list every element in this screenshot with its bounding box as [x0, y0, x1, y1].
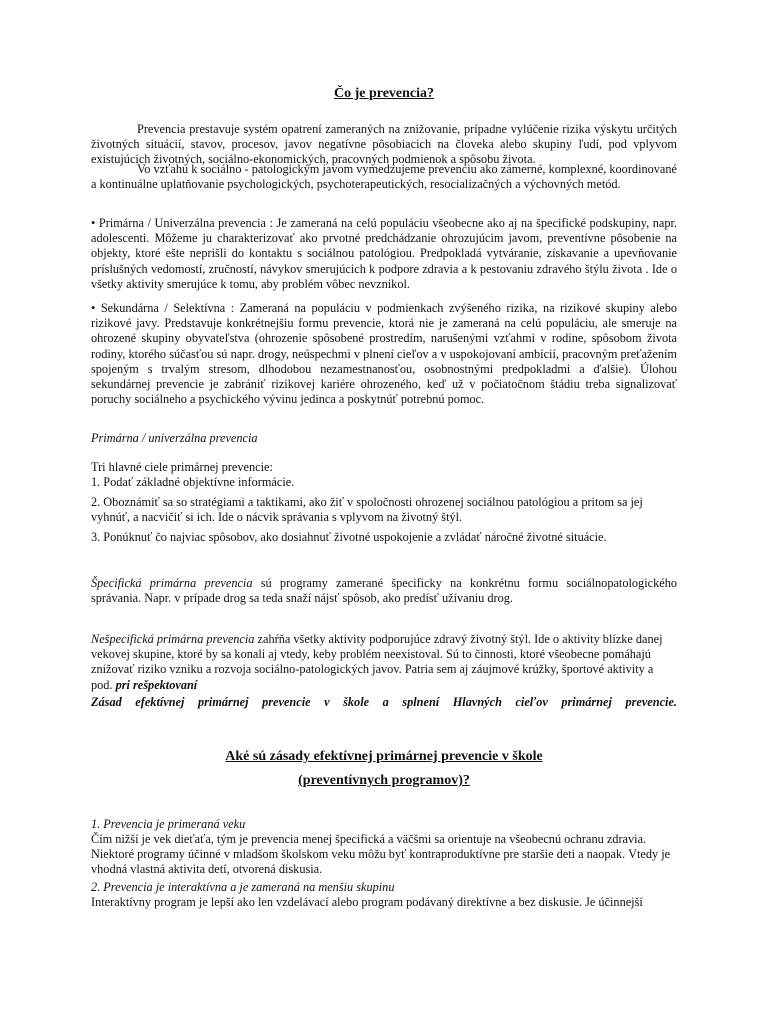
- goal-1: 1. Podať základné objektívne informácie.: [91, 475, 295, 489]
- nonspecific-prevention-paragraph: [91, 632, 677, 693]
- goals-intro: Tri hlavné ciele primárnej prevencie:: [91, 460, 273, 474]
- nonspecific-term: Nešpecifická primárna prevencia: [91, 632, 255, 646]
- intro-paragraph-1: Prevencia prestavuje systém opatrení zameraných na znižovanie, prípadne vylúčenie rizika výskytu určitých životných situácií, stavov, procesov, javov negatívne pôsobiacich na človeka alebo skupiny ľudí, pod vplyvom existujúcich životných, sociálno-ekonomických, pracovných podmienok a spôsobu života.: [91, 122, 677, 167]
- primary-prevention-paragraph: • Primárna / Univerzálna prevencia : Je zameraná na celú populáciu všeobecne ako aj na špecifické podskupiny, napr. adolescenti. Môžeme ju charakterizovať ako prvotné predchádzanie ohrozujúcim javom, preventívne pôsobenie na objekty, ktoré ešte neprišli do kontaktu s sociálnou patológiou. Predpokladá vytváranie, získavanie a upevňovanie príslušných vedomostí, zručností, návykov smerujúcich k podpore zdravia a k pestovaniu zdravého štýlu života . Ide o všetky aktivity smerujúce k tomu, aby problém vôbec nevznikol.: [91, 216, 677, 291]
- principles-line: Zásad efektívnej primárnej prevencie v škole a splnení Hlavných cieľov primárnej prevencie.: [91, 695, 677, 709]
- nonspecific-text: zahŕňa všetky aktivity podporujúce zdravý životný štýl. Ide o aktivity blízke danej vekovej skupine, ktoré by sa konali aj vtedy, keby problém neexistoval. Sú to činnosti, ktoré všeobecne pomáhajú znižovať riziko vzniku a rozvoja sociálno-patologických javov. Patria sem aj záujmové krúžky, športové aktivity a pod.: [91, 632, 663, 692]
- primary-subheading: Primárna / univerzálna prevencia: [91, 431, 258, 445]
- specific-prevention-paragraph: [91, 576, 677, 606]
- principle-2-title: 2. Prevencia je interaktívna a je zameraná na menšiu skupinu: [91, 880, 395, 894]
- specific-term: Špecifická primárna prevencia: [91, 576, 253, 590]
- page-title: Čo je prevencia?: [333, 86, 435, 101]
- principle-2-text: Interaktívny program je lepší ako len vzdelávací alebo program podávaný direktívne a bez diskusie. Je účinnejší: [91, 895, 643, 909]
- nonspecific-tail: pri rešpektovaní: [115, 677, 198, 692]
- principle-1-title: 1. Prevencia je primeraná veku: [91, 817, 246, 831]
- section-heading-line-1: Aké sú zásady efektívnej primárnej prevencie v škole: [225, 749, 543, 764]
- goal-2: 2. Oboznámiť sa so stratégiami a taktikami, ako žiť v spoločnosti ohrozenej sociálnou patológiou a pritom sa jej vyhnúť, a nacvičiť si ich. Ide o nácvik správania s vplyvom na životný štýl.: [91, 495, 643, 525]
- goal-3: 3. Ponúknuť čo najviac spôsobov, ako dosiahnuť životné uspokojenie a zvládať náročné životné situácie.: [91, 530, 607, 544]
- principle-1-text: Čím nižší je vek dieťaťa, tým je prevencia menej špecifická a väčšmi sa orientuje na všeobecnú ochranu zdravia. Niektoré programy účinné v mladšom školskom veku môžu byť kontraproduktívne pre staršie deti a naopak. Vtedy je vhodná vlastná aktivita detí, otvorená diskusia.: [91, 832, 671, 877]
- specific-text: sú programy zamerané špecificky na konkrétnu formu sociálnopatologického správania. Napr. v prípade drog sa teda snaží nájsť spôsob, ako predísť užívaniu drog.: [91, 576, 677, 606]
- intro-paragraph-2: Vo vzťahu k sociálno - patologickým javom vymedzujeme prevenciu ako zámerné, komplexné, koordinované a kontinuálne uplatňovanie psychologických, psychoterapeutických, resocializačných a výchovných metód.: [91, 162, 677, 192]
- section-heading-line-2: (preventívnych programov)?: [298, 773, 470, 788]
- secondary-prevention-paragraph: • Sekundárna / Selektívna : Zameraná na populáciu v podmienkach zvýšeného rizika, na rizikové skupiny alebo rizikové javy. Predstavuje konkrétnejšiu formu prevencie, ktorá nie je zameraná na celú populáciu, ale smeruje na ohrozené skupiny obyvateľstva (ohrozenie spôsobené prostredím, narušenými vzťahmi v rodine, spôsobom života rodiny, ktorého súčasťou sú napr. drogy, neúspechmi v plnení cieľov a v uspokojovaní ambícií, pracovným preťažením spojeným s trvalým stresom, dlhodobou nezamestnanosťou, osobnostnými predpokladmi a ďalšie). Úlohou sekundárnej prevencie je zabrániť rizikovej kariére ohrozeného, keď už v počiatočnom štádiu treba signalizovať poruchy sociálneho a psychického vývinu jedinca a poskytnúť potrebnú pomoc.: [91, 301, 677, 407]
